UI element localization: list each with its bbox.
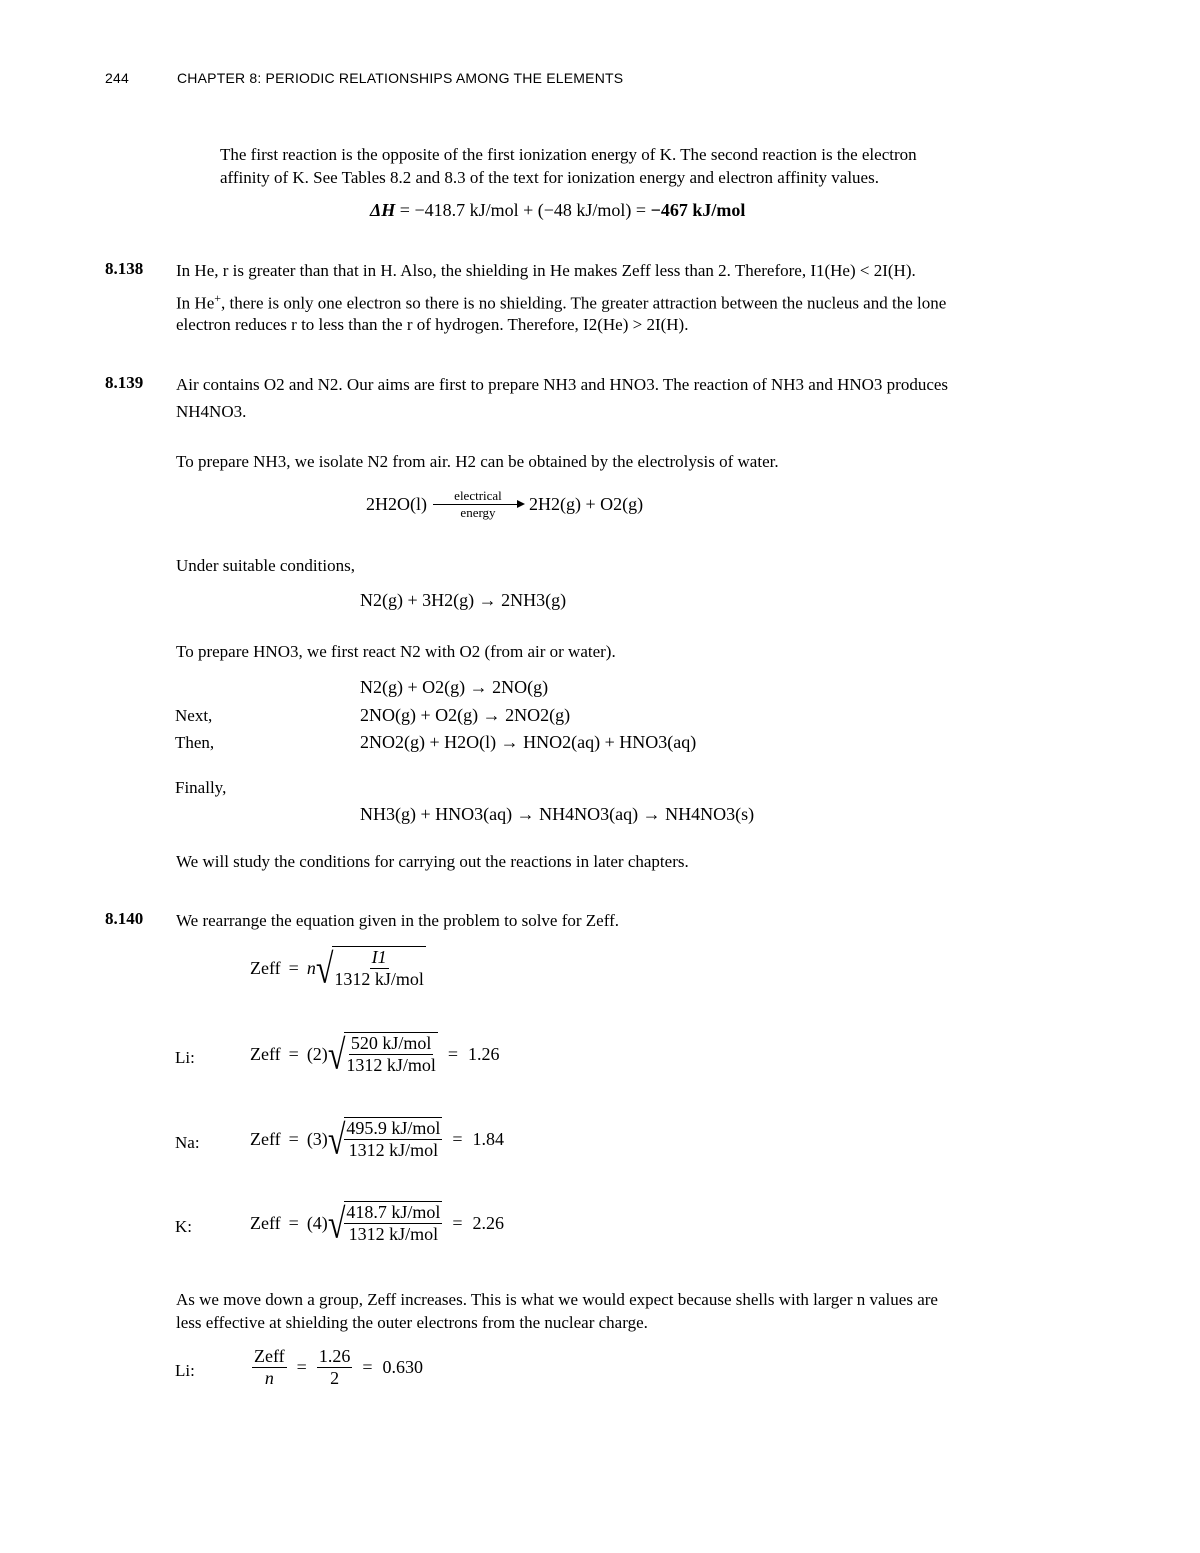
eq-no2: 2NO(g) + O2(g) → 2NO2(g) — [360, 705, 571, 725]
ratio-result: 0.630 — [382, 1357, 423, 1377]
frac-top: 520 kJ/mol — [350, 1033, 432, 1053]
p138-line2 — [176, 287, 946, 315]
p137-equation — [370, 200, 745, 221]
equals-sign: = — [296, 1357, 307, 1377]
conclusion-line1: As we move down a group, Zeff increases. This is what we would expect because shells with larger n values are — [176, 1290, 938, 1309]
zeff-symbol: Zeff — [250, 1128, 281, 1149]
row-label: Li: — [175, 1048, 195, 1067]
equals-sign: = — [288, 1212, 299, 1233]
next-label: Next, — [175, 706, 213, 725]
delta-h: ΔH — [370, 200, 396, 220]
prep-hno3: To prepare HNO3, we first react N2 with O2 (from air or water). — [176, 642, 616, 661]
n-symbol: n — [306, 957, 316, 978]
zeff-symbol: Zeff — [250, 1043, 281, 1064]
frac-top: I1 — [371, 947, 387, 967]
equals-sign: = — [447, 1043, 459, 1064]
fraction — [344, 1201, 442, 1245]
equals-sign: = — [288, 1043, 299, 1064]
ratio-num-bot: 2 — [330, 1368, 340, 1388]
fraction — [344, 1032, 438, 1076]
radical-icon: √ — [327, 1115, 346, 1163]
ratio-num-top: 1.26 — [318, 1346, 351, 1366]
eq-hno: 2NO2(g) + H2O(l) → HNO2(aq) + HNO3(aq) — [360, 732, 697, 752]
eq-no: N2(g) + O2(g) → 2NO(g) — [360, 677, 549, 697]
problem-8-139-number: 8.139 — [105, 373, 144, 392]
frac-bot: 1312 kJ/mol — [346, 1055, 436, 1075]
ratio-label: Li: — [175, 1361, 195, 1380]
sqrt — [328, 1201, 443, 1245]
n-value: (3) — [306, 1128, 328, 1149]
page-number: 244 — [105, 70, 129, 86]
frac-bot: 1312 kJ/mol — [334, 969, 424, 989]
n-value: (4) — [306, 1212, 328, 1233]
ratio-equation — [252, 1346, 423, 1389]
radical-icon: √ — [327, 1199, 346, 1247]
radical-icon: √ — [315, 944, 334, 992]
eq-final: NH3(g) + HNO3(aq) → NH4NO3(aq) → NH4NO3(s) — [360, 804, 755, 824]
arrow-top-label: electrical — [454, 488, 502, 503]
p137-line2: affinity of K. See Tables 8.2 and 8.3 of the text for ionization energy and electron affinity values. — [220, 168, 879, 187]
problem-8-138-number: 8.138 — [105, 259, 144, 278]
row-label: K: — [175, 1217, 192, 1236]
arrow-line — [433, 504, 523, 505]
n-value: (2) — [306, 1043, 328, 1064]
zeff-symbol: Zeff — [250, 1212, 281, 1233]
p138-line3: electron reduces r to less than the r of hydrogen. Therefore, I2(He) > 2I(H). — [176, 315, 689, 334]
row-result: 1.84 — [472, 1128, 505, 1149]
p139-line2: NH4NO3. — [176, 402, 247, 421]
zeff-row-equation — [250, 1032, 500, 1076]
suitable-conditions: Under suitable conditions, — [176, 556, 355, 575]
zeff-row-equation — [250, 1117, 504, 1161]
p139-closing: We will study the conditions for carrying out the reactions in later chapters. — [176, 852, 689, 871]
plus-sup: + — [214, 291, 222, 305]
fraction-general — [332, 946, 426, 990]
arrow-electrical — [433, 488, 523, 521]
row-result: 1.26 — [468, 1043, 500, 1064]
radical-icon: √ — [327, 1030, 346, 1078]
arrow-bot-label: energy — [460, 505, 496, 520]
frac-top: 418.7 kJ/mol — [346, 1202, 441, 1222]
equals-sign: = — [288, 1128, 299, 1149]
equals-sign: = — [288, 957, 299, 978]
ratio-value-frac — [317, 1346, 353, 1389]
frac-top: 495.9 kJ/mol — [346, 1118, 441, 1138]
electrolysis-equation — [366, 488, 643, 521]
eq-nh3: N2(g) + 3H2(g) → 2NH3(g) — [360, 590, 567, 610]
zeff-symbol: Zeff — [250, 957, 281, 978]
sqrt — [328, 1032, 438, 1076]
chapter-title: CHAPTER 8: PERIODIC RELATIONSHIPS AMONG THE ELEMENTS — [177, 70, 624, 86]
p140-intro: We rearrange the equation given in the problem to solve for Zeff. — [176, 911, 619, 930]
equals-sign: = — [362, 1357, 373, 1377]
sqrt — [328, 1117, 443, 1161]
page-header — [105, 70, 623, 86]
p138-line1: In He, r is greater than that in H. Also, the shielding in He makes Zeff less than 2. Therefore, I1(He) < 2I(H). — [176, 261, 916, 280]
eq-mid: = −418.7 kJ/mol + (−48 kJ/mol) = — [395, 200, 651, 220]
row-result: 2.26 — [472, 1212, 505, 1233]
problem-8-140-number: 8.140 — [105, 909, 144, 928]
finally-label: Finally, — [175, 778, 227, 797]
zeff-general-equation — [250, 946, 426, 990]
p137-line1: The first reaction is the opposite of the first ionization energy of K. The second reaction is the electron — [220, 145, 917, 164]
ratio-frac — [252, 1346, 287, 1389]
row-label: Na: — [175, 1133, 200, 1152]
prep-nh3: To prepare NH3, we isolate N2 from air. H2 can be obtained by the electrolysis of water. — [176, 452, 779, 471]
p138-line2-rest: , there is only one electron so there is no shielding. The greater attraction between the nucleus and the lone — [221, 293, 947, 313]
he-text: In He — [176, 293, 215, 313]
ratio-top: Zeff — [254, 1346, 285, 1366]
zeff-row-equation — [250, 1201, 504, 1245]
fraction — [344, 1117, 442, 1161]
equals-sign: = — [452, 1128, 463, 1149]
conclusion-line2: less effective at shielding the outer electrons from the nuclear charge. — [176, 1313, 648, 1332]
elec-lhs: 2H2O(l) — [366, 494, 427, 514]
frac-bot: 1312 kJ/mol — [348, 1140, 439, 1160]
sqrt-general — [316, 946, 426, 990]
elec-rhs: 2H2(g) + O2(g) — [529, 494, 644, 514]
ratio-bot: n — [264, 1368, 274, 1388]
eq-result: −467 kJ/mol — [650, 200, 746, 220]
frac-bot: 1312 kJ/mol — [348, 1224, 439, 1244]
equals-sign: = — [452, 1212, 463, 1233]
p139-line1: Air contains O2 and N2. Our aims are first to prepare NH3 and HNO3. The reaction of NH3 and HNO3 produces — [176, 375, 949, 394]
then-label: Then, — [175, 733, 215, 752]
